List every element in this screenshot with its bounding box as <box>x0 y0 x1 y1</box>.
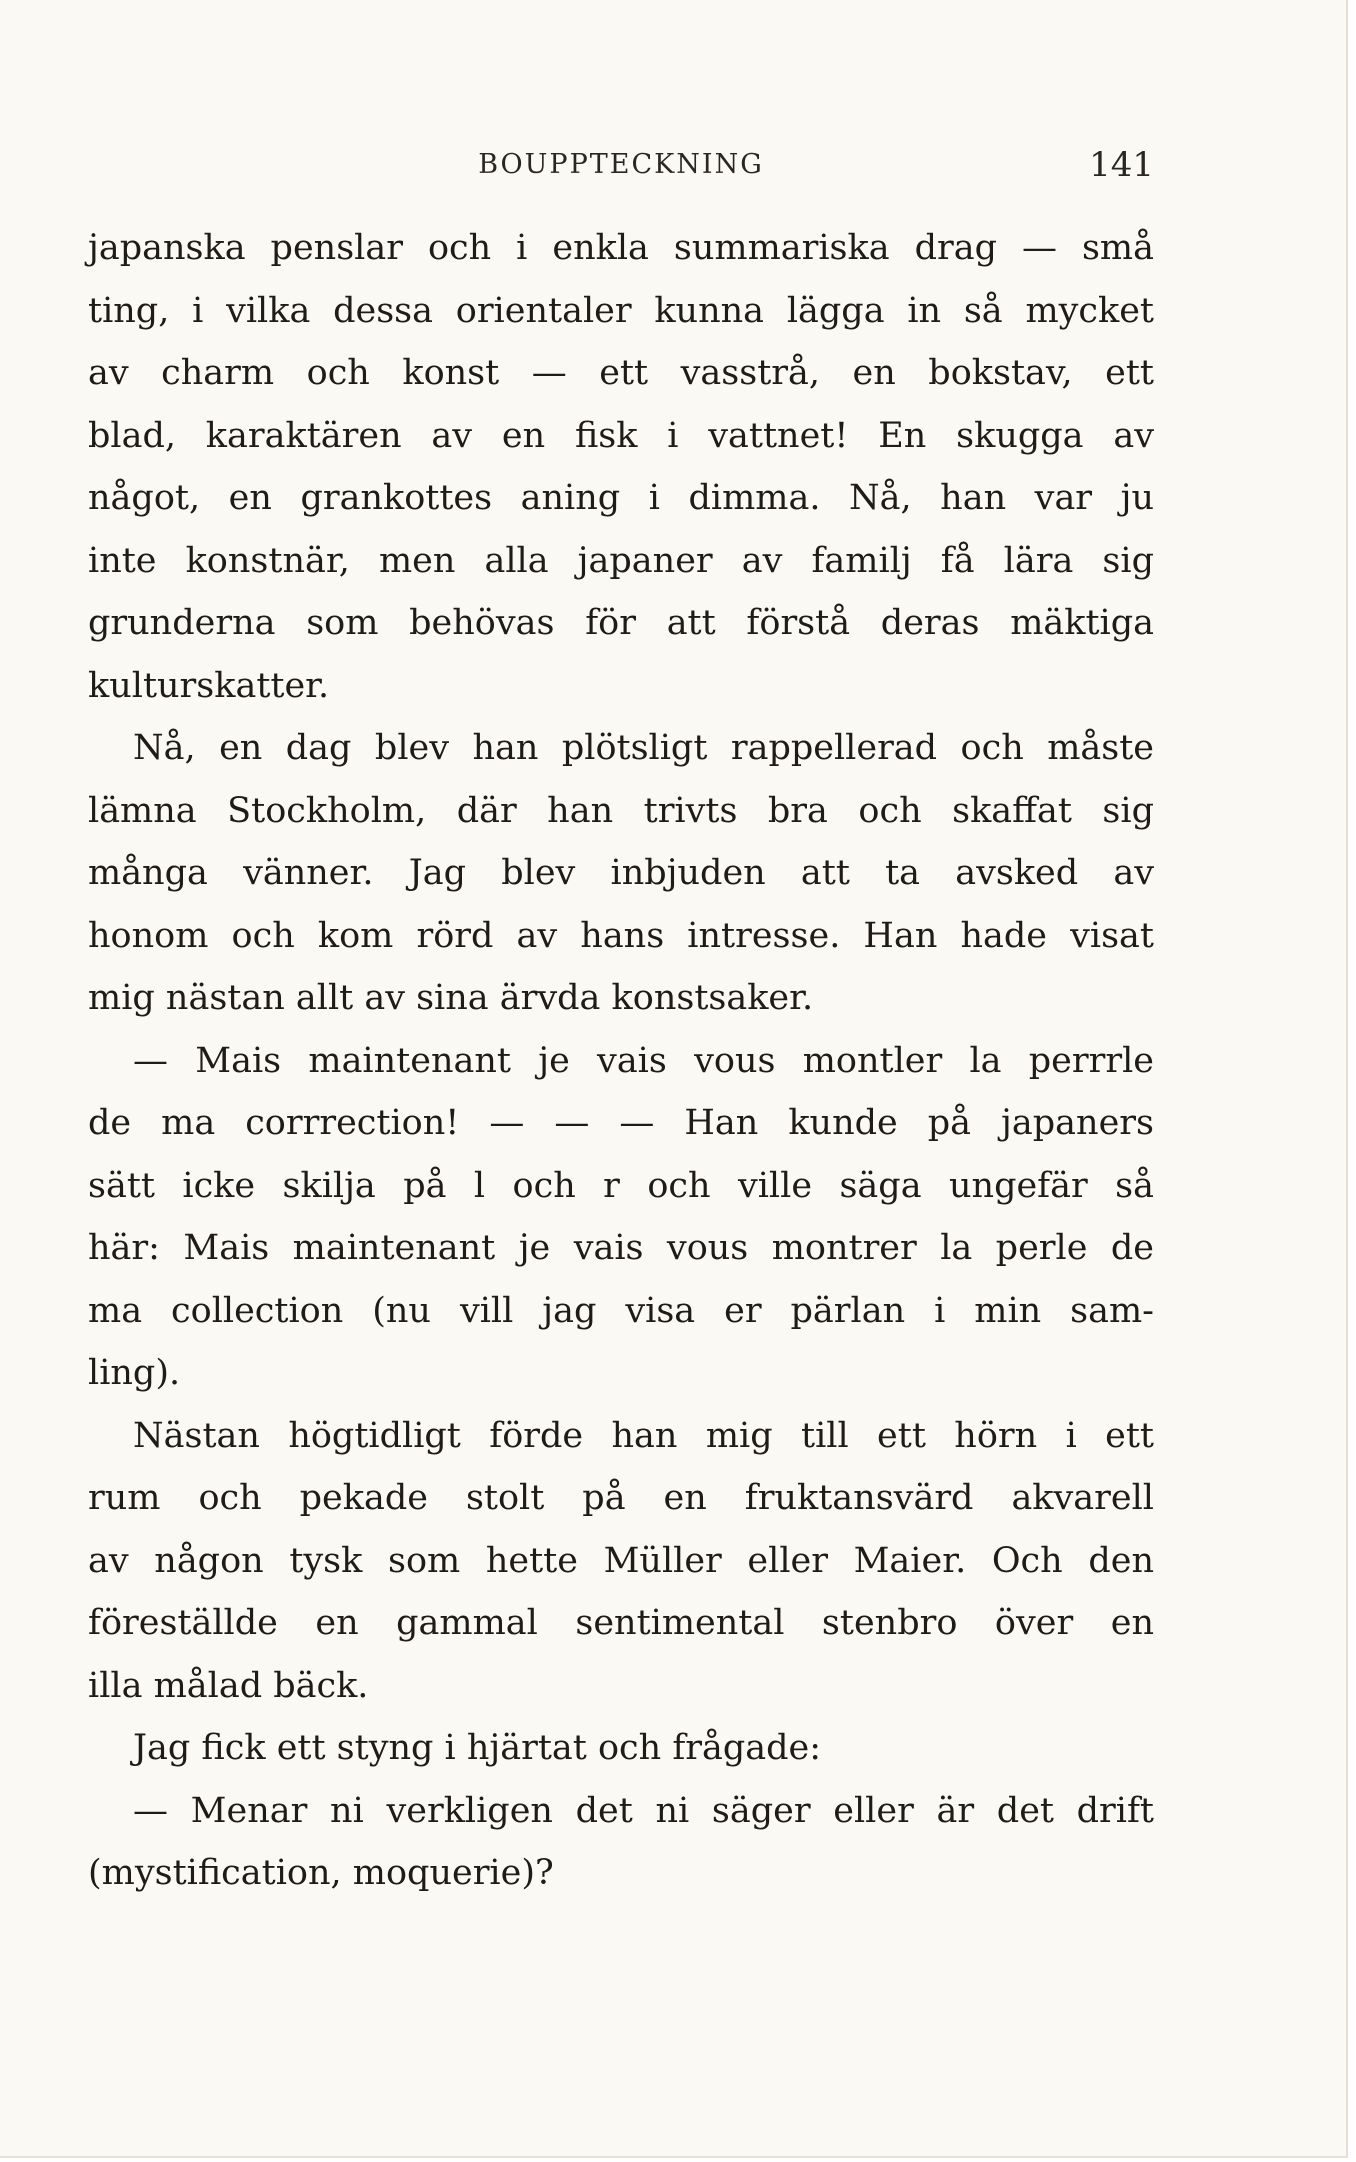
text-line: inte konstnär, men alla japaner av familj få lära sig <box>88 540 1154 581</box>
paragraph <box>88 217 1154 717</box>
text-line: de ma corrrection! — — — Han kunde på japaners <box>88 1103 1154 1143</box>
text-line: rum och pekade stolt på en fruktansvärd akvarell <box>88 1478 1154 1518</box>
text-line: sätt icke skilja på l och r och ville säga ungefär så <box>88 1165 1154 1206</box>
text-line: illa målad bäck. <box>88 1665 369 1706</box>
text-line: ma collection (nu vill jag visa er pärlan i min sam- <box>88 1290 1154 1331</box>
paragraph <box>88 717 1154 1030</box>
text-line: japanska penslar och i enkla summariska drag — små <box>88 228 1154 268</box>
text-line: Nästan högtidligt förde han mig till ett hörn i ett <box>133 1415 1154 1456</box>
text-line: mig nästan allt av sina ärvda konstsaker. <box>88 978 814 1018</box>
text-line: kulturskatter. <box>88 665 330 706</box>
text-line: ting, i vilka dessa orientaler kunna lägga in så mycket <box>88 290 1154 331</box>
text-line: grunderna som behövas för att förstå deras mäktiga <box>88 603 1154 643</box>
text-line: Jag fick ett styng i hjärtat och frågade: <box>133 1728 822 1768</box>
text-line: många vänner. Jag blev inbjuden att ta avsked av <box>88 853 1154 893</box>
text-line: Nå, en dag blev han plötsligt rappellerad och måste <box>133 728 1154 768</box>
running-head <box>88 145 1154 189</box>
paragraph <box>88 1717 1154 1780</box>
paragraph <box>88 1030 1154 1405</box>
text-line: — Menar ni verkligen det ni säger eller är det drift <box>133 1790 1154 1831</box>
text-line: lämna Stockholm, där han trivts bra och skaffat sig <box>88 790 1154 831</box>
body-text <box>88 217 1154 1905</box>
running-head-title: BOUPPTECKNING <box>478 149 764 180</box>
text-line: något, en grankottes aning i dimma. Nå, han var ju <box>88 478 1154 518</box>
text-line: av charm och konst — ett vasstrå, en bokstav, ett <box>88 353 1154 393</box>
text-line: föreställde en gammal sentimental stenbro över en <box>88 1603 1154 1643</box>
text-line: honom och kom rörd av hans intresse. Han hade visat <box>88 915 1154 956</box>
text-line: av någon tysk som hette Müller eller Maier. Och den <box>88 1540 1154 1581</box>
paragraph <box>88 1780 1154 1905</box>
page-number: 141 <box>1089 145 1154 185</box>
text-line: — Mais maintenant je vais vous montler la perrrle <box>133 1040 1154 1081</box>
paragraph <box>88 1405 1154 1718</box>
text-line: (mystification, moquerie)? <box>88 1853 554 1893</box>
text-line: här: Mais maintenant je vais vous montrer la perle de <box>88 1228 1154 1268</box>
text-line: ling). <box>88 1353 181 1393</box>
text-line: blad, karaktären av en fisk i vattnet! En skugga av <box>88 415 1154 456</box>
